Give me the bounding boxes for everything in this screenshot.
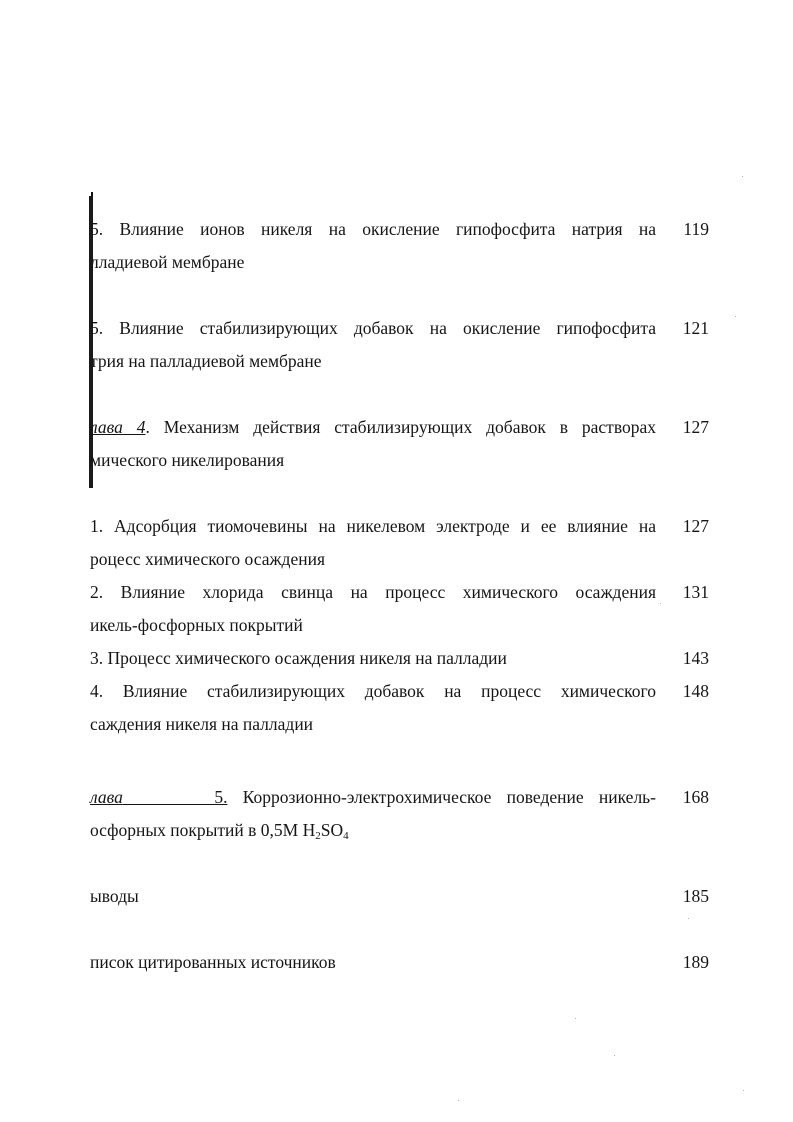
toc-entry-title: 5. Влияние стабилизирующих добавок на окисление гипофосфита (90, 318, 656, 338)
toc-page-number: 143 (682, 648, 709, 668)
toc-page-number: 119 (683, 219, 709, 239)
toc-entry-title (90, 781, 656, 814)
scan-speck (735, 316, 736, 317)
toc-entry-title: 5. Влияние ионов никеля на окисление гипофосфита натрия на (90, 219, 656, 239)
toc-entry[interactable] (90, 213, 656, 279)
toc-entry-title-cont: мического никелирования (90, 450, 285, 470)
toc-page-number: 131 (682, 582, 709, 602)
toc-entry[interactable] (90, 510, 656, 576)
scan-speck (688, 918, 689, 919)
chapter-title: . Механизм действия стабилизирующих добавок в растворах (145, 417, 656, 437)
toc-page-number: 148 (682, 681, 709, 701)
toc-entry[interactable] (90, 675, 656, 741)
toc-page-number: 127 (682, 516, 709, 536)
scan-speck (660, 603, 661, 604)
toc-entry-title-cont: лладиевой мембране (90, 252, 245, 272)
scan-speck (614, 1055, 615, 1056)
toc-page-number: 189 (682, 952, 709, 972)
toc-entry-title: 4. Влияние стабилизирующих добавок на процесс химического (90, 681, 656, 701)
toc-entry-title: писок цитированных источников (90, 952, 336, 972)
scan-speck (575, 1018, 576, 1019)
toc-entry[interactable] (90, 880, 656, 913)
chapter-label: лава 4 (90, 417, 146, 437)
toc-entry[interactable] (90, 312, 656, 378)
scan-speck (458, 1100, 459, 1101)
toc-chapter-entry[interactable] (90, 411, 656, 477)
scan-speck (743, 1090, 744, 1091)
chapter-title: Коррозионно-электрохимическое поведение никель- (242, 787, 656, 807)
toc-entry-title (90, 411, 656, 444)
toc-entry-title: 3. Процесс химического осаждения никеля на палладии (90, 648, 507, 668)
toc-entry-title-cont: трия на палладиевой мембране (90, 351, 322, 371)
chapter-label: лава (90, 787, 123, 807)
toc-entry-title-cont: роцесс химического осаждения (90, 549, 326, 569)
toc-entry[interactable] (90, 576, 656, 642)
toc-entry[interactable] (90, 642, 656, 675)
scan-speck (742, 176, 743, 177)
toc-page-number: 121 (682, 318, 709, 338)
toc-chapter-entry[interactable] (90, 781, 656, 847)
toc-page-number: 168 (682, 787, 709, 807)
toc-entry-title: ыводы (90, 886, 139, 906)
toc-page-number: 127 (682, 417, 709, 437)
toc-entry-title: 2. Влияние хлорида свинца на процесс химического осаждения (90, 582, 656, 602)
chapter-number: 5. (214, 787, 228, 807)
toc-entry-title-cont: икель-фосфорных покрытий (90, 615, 303, 635)
toc-page-number: 185 (682, 886, 709, 906)
toc-entry-title-cont: саждения никеля на палладии (90, 714, 314, 734)
toc-entry-title-cont: осфорных покрытий в 0,5М $H_2SO_4$ (90, 820, 349, 842)
toc-entry-title: 1. Адсорбция тиомочевины на никелевом электроде и ее влияние на (90, 516, 656, 536)
toc-entry[interactable] (90, 946, 656, 979)
